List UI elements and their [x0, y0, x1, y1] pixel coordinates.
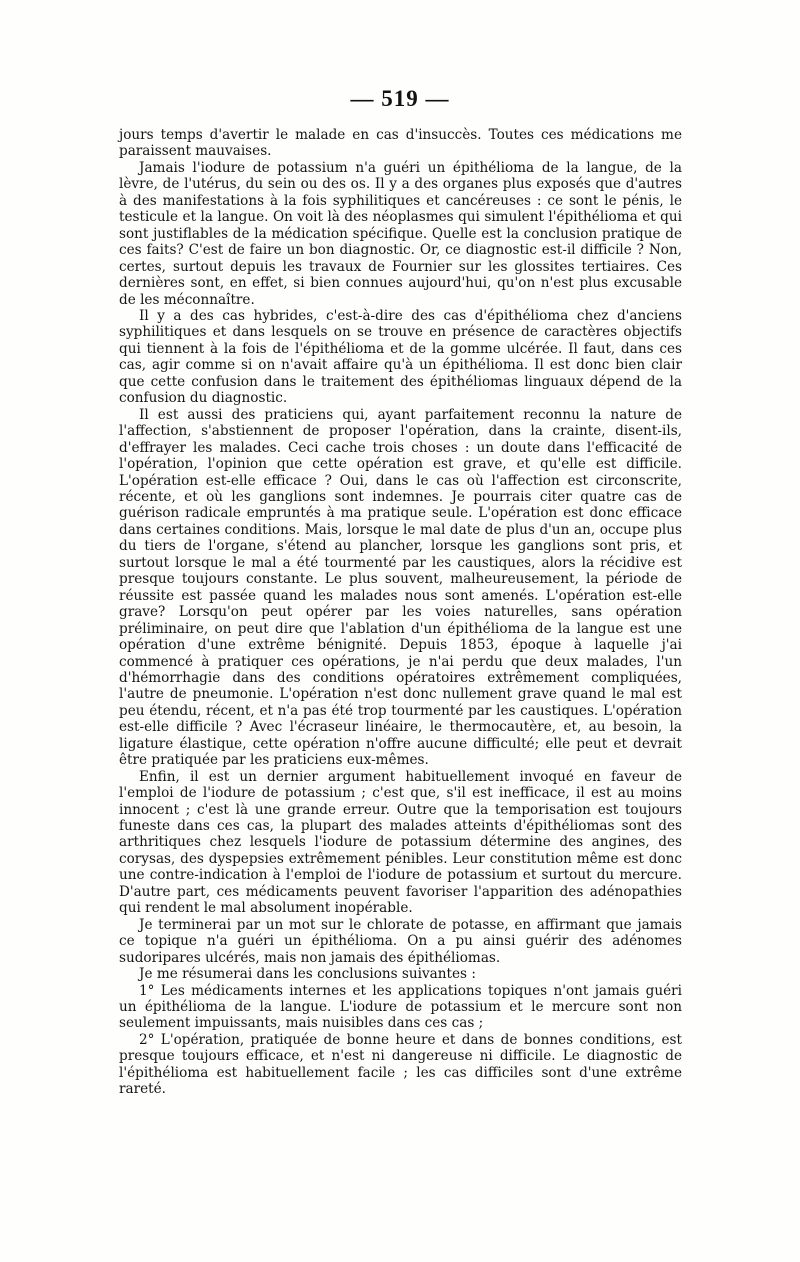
paragraph-dernier-argument: Enfin, il est un dernier argument habituellement invoqué en faveur de l'emploi de l'iodure de potassium ; c'est que, s'il est inefficace, il est au moins innocent ; c'est là une grande erreur. Outre que la temporisation est toujours funeste dans ces cas, la plupart des malades atteints d'épithéliomas sont des arthritiques chez lesquels l'iodure de potassium détermine des angines, des corysas, des dyspepsies extrêmement pénibles. Leur constitution même est donc une contre-indication à l'emploi de l'iodure de potassium et surtout du mercure. D'autre part, ces médicaments peuvent favoriser l'apparition des adénopathies qui rendent le mal absolument inopérable. [119, 768, 682, 917]
conclusion-item-2: 2° L'opération, pratiquée de bonne heure et dans de bonnes conditions, est presque toujours efficace, et n'est ni dangereuse ni difficile. Le diagnostic de l'épithélioma est habituellement facile ; les cas difficiles sont d'une extrême rareté. [119, 1031, 682, 1098]
paragraph-praticiens: Il est aussi des praticiens qui, ayant parfaitement reconnu la nature de l'affection, s'abstiennent de proposer l'opération, dans la crainte, disent-ils, d'effrayer les malades. Ceci cache trois choses : un doute dans l'efficacité de l'opération, l'opinion que cette opération est grave, et qu'elle est difficile. L'opération est-elle efficace ? Oui, dans le cas où l'affection est circonscrite, récente, et où les ganglions sont indemnes. Je pourrais citer quatre cas de guérison radicale empruntés à ma pratique seule. L'opération est donc efficace dans certaines conditions. Mais, lorsque le mal date de plus d'un an, occupe plus du tiers de l'organe, s'étend au plancher, lorsque les ganglions sont pris, et surtout lorsque le mal a été tourmenté par les caustiques, alors la récidive est presque toujours constante. Le plus souvent, malheureusement, la période de réussite est passée quand les malades nous sont amenés. L'opération est-elle grave? Lorsqu'on peut opérer par les voies naturelles, sans opération préliminaire, on peut dire que l'ablation d'un épithélioma de la langue est une opération d'une extrême bénignité. Depuis 1853, époque à laquelle j'ai commencé à pratiquer ces opérations, je n'ai perdu que deux malades, l'un d'hémorrhagie dans des conditions opératoires extrêmement compliquées, l'autre de pneumonie. L'opération n'est donc nullement grave quand le mal est peu étendu, récent, et n'a pas été trop tourmenté par les caustiques. L'opération est-elle difficile ? Avec l'écraseur linéaire, le thermocautère, et, au besoin, la ligature élastique, cette opération n'offre aucune difficulté; elle peut et devrait être pratiquée par les praticiens eux-mêmes. [119, 406, 682, 769]
paragraph-cas-hybrides: Il y a des cas hybrides, c'est-à-dire des cas d'épithélioma chez d'anciens syphilitiques et dans lesquels on se trouve en présence de caractères objectifs qui tiennent à la fois de l'épithélioma et de la gomme ulcérée. Il faut, dans ces cas, agir comme si on n'avait affaire qu'à un épithélioma. Il est donc bien clair que cette confusion dans le traitement des épithéliomas linguaux dépend de la confusion du diagnostic. [119, 307, 682, 407]
paragraph-conclusions-intro: Je me résumerai dans les conclusions suivantes : [139, 966, 476, 983]
paragraph-continuation: jours temps d'avertir le malade en cas d'insuccès. Toutes ces médications me paraissent mauvaises. [119, 127, 682, 160]
paragraph-iodure: Jamais l'iodure de potassium n'a guéri un épithélioma de la langue, de la lèvre, de l'utérus, du sein ou des os. Il y a des organes plus exposés que d'autres à des manifestations à la fois syphilitiques et cancéreuses : ce sont le pénis, le testicule et la langue. On voit là des néoplasmes qui simulent l'épithélioma et qui sont justiflables de la médication spécifique. Quelle est la conclusion pratique de ces faits? C'est de faire un bon diagnostic. Or, ce diagnostic est-il difficile ? Non, certes, surtout depuis les travaux de Fournier sur les glossites tertiaires. Ces dernières sont, en effet, si bien connues aujourd'hui, qu'on n'est plus excusable de les méconnaître. [119, 159, 682, 308]
paragraph-chlorate: Je terminerai par un mot sur le chlorate de potasse, en affirmant que jamais ce topique n'a guéri un épithélioma. On a pu ainsi guérir des adénomes sudoripares ulcérés, mais non jamais des épithéliomas. [119, 916, 682, 966]
page-number: — 519 — [350, 86, 450, 111]
body-text [119, 127, 682, 1098]
conclusion-item-1: 1° Les médicaments internes et les applications topiques n'ont jamais guéri un épithélioma de la langue. L'iodure de potassium et le mercure sont non seulement impuissants, mais nuisibles dans ces cas ; [119, 982, 682, 1032]
